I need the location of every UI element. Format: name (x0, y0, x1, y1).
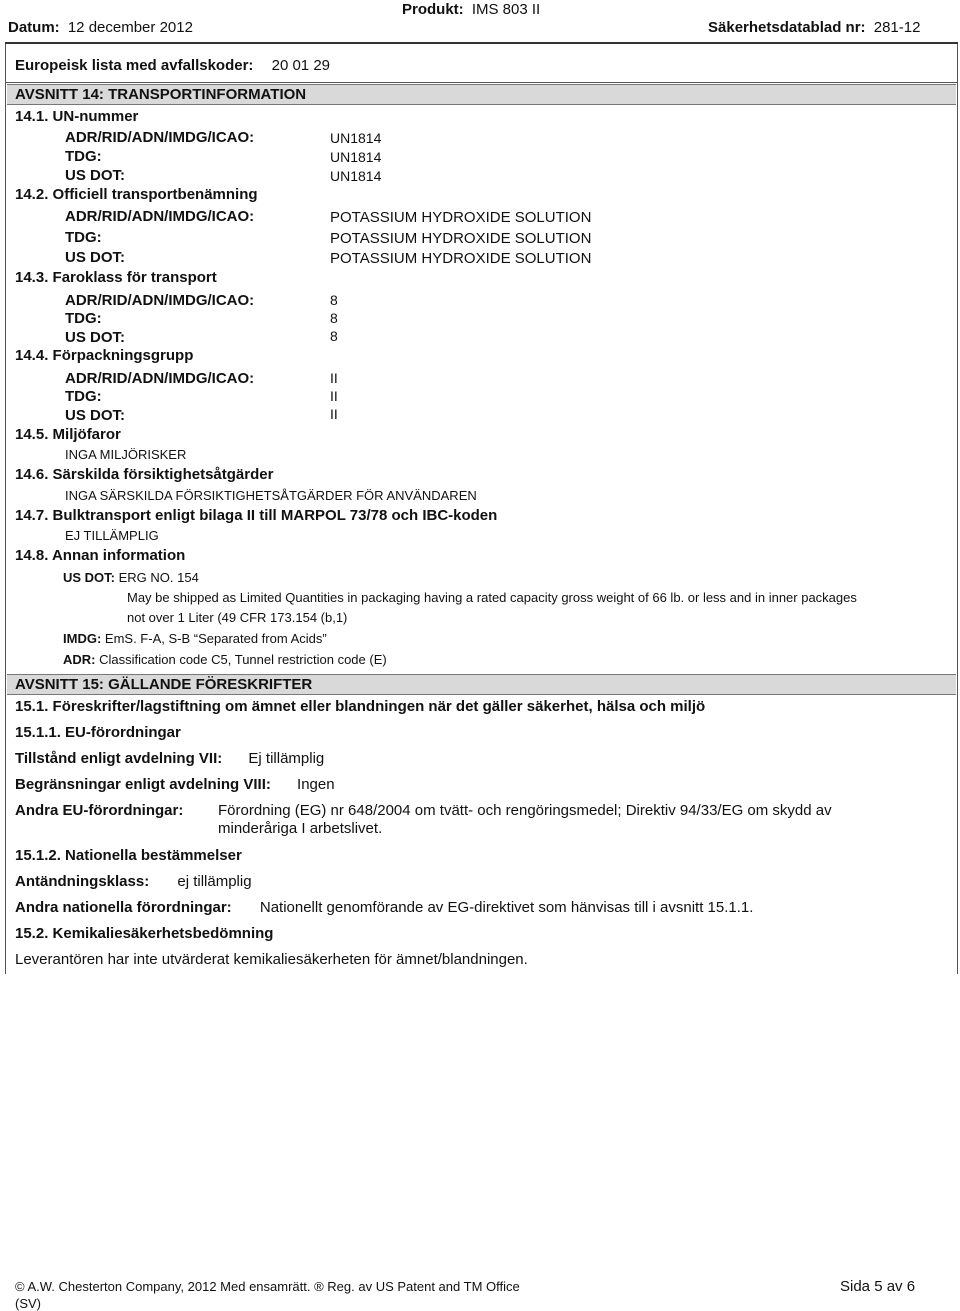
waste-rule (5, 82, 958, 83)
pack-value-usdot: II (330, 406, 338, 422)
other-eu-line1: Förordning (EG) nr 648/2004 om tvätt- och rengöringsmedel; Direktiv 94/33/EG om skydd av (218, 802, 832, 819)
flammability-row (15, 873, 252, 890)
imdg-value: EmS. F-A, S-B “Separated from Acids” (104, 631, 327, 646)
un-value-tdg: UN1814 (330, 149, 382, 165)
pack-value-adr: II (330, 370, 338, 386)
name-value-adr: POTASSIUM HYDROXIDE SOLUTION (330, 209, 592, 226)
heading-14-5: 14.5. Miljöfaror (15, 426, 121, 443)
national-regs-label: Andra nationella förordningar: (15, 899, 232, 916)
limited-quantities-note-1: May be shipped as Limited Quantities in packaging having a rated capacity gross weight of 66 lb. or less and in inner packages (127, 590, 857, 605)
flammability-value: ej tillämplig (177, 873, 252, 890)
authorisation-row (15, 750, 324, 767)
un-label-usdot: US DOT: (65, 167, 125, 184)
restriction-row (15, 776, 335, 793)
usdot-erg (63, 570, 199, 585)
un-value-adr: UN1814 (330, 130, 382, 146)
heading-14-2: 14.2. Officiell transportbenämning (15, 186, 258, 203)
heading-15-1-1: 15.1.1. EU-förordningar (15, 724, 181, 741)
pack-label-adr: ADR/RID/ADN/IMDG/ICAO: (65, 370, 255, 387)
adr-value: Classification code C5, Tunnel restriction code (E) (99, 652, 387, 667)
name-value-usdot: POTASSIUM HYDROXIDE SOLUTION (330, 250, 592, 267)
bulk-value: EJ TILLÄMPLIG (65, 528, 159, 543)
class-value-usdot: 8 (330, 328, 338, 344)
other-eu-label: Andra EU-förordningar: (15, 802, 184, 819)
header-sds-number (708, 19, 920, 36)
heading-14-7: 14.7. Bulktransport enligt bilaga II till MARPOL 73/78 och IBC-koden (15, 507, 498, 524)
usdot-erg-value: ERG NO. 154 (118, 570, 199, 585)
flammability-label: Antändningsklass: (15, 873, 150, 890)
adr-label: ADR: (63, 652, 96, 667)
waste-code (15, 57, 330, 74)
un-label-adr: ADR/RID/ADN/IMDG/ICAO: (65, 129, 255, 146)
pack-label-tdg: TDG: (65, 388, 102, 405)
limited-quantities-note-2: not over 1 Liter (49 CFR 173.154 (b,1) (127, 610, 348, 625)
un-label-tdg: TDG: (65, 148, 102, 165)
pack-value-tdg: II (330, 388, 338, 404)
restriction-value: Ingen (297, 776, 335, 793)
imdg-info (63, 631, 327, 646)
heading-14-4: 14.4. Förpackningsgrupp (15, 347, 194, 364)
national-regs-row (15, 899, 753, 916)
waste-code-value: 20 01 29 (271, 57, 330, 74)
header-product-label: Produkt: (402, 1, 464, 18)
restriction-label: Begränsningar enligt avdelning VIII: (15, 776, 271, 793)
national-regs-value: Nationellt genomförande av EG-direktivet som hänvisas till i avsnitt 15.1.1. (259, 899, 754, 916)
header-product (402, 1, 540, 18)
header-rule (5, 42, 958, 44)
heading-15-1: 15.1. Föreskrifter/lagstiftning om ämnet eller blandningen när det gäller säkerhet, hälsa och miljö (15, 698, 706, 715)
precaution-value: INGA SÄRSKILDA FÖRSIKTIGHETSÅTGÄRDER FÖR ANVÄNDAREN (65, 488, 477, 503)
footer-language: (SV) (15, 1296, 41, 1311)
env-value: INGA MILJÖRISKER (65, 447, 187, 462)
section14-title: AVSNITT 14: TRANSPORTINFORMATION (15, 86, 307, 103)
class-label-usdot: US DOT: (65, 329, 125, 346)
section15-title: AVSNITT 15: GÄLLANDE FÖRESKRIFTER (15, 676, 313, 693)
class-label-adr: ADR/RID/ADN/IMDG/ICAO: (65, 292, 255, 309)
un-value-usdot: UN1814 (330, 168, 382, 184)
heading-14-8: 14.8. Annan information (15, 547, 186, 564)
frame-right (957, 44, 958, 974)
header-sds-label: Säkerhetsdatablad nr: (708, 19, 866, 36)
heading-15-2: 15.2. Kemikaliesäkerhetsbedömning (15, 925, 274, 942)
header-date (8, 19, 193, 36)
name-label-usdot: US DOT: (65, 249, 125, 266)
header-date-label: Datum: (8, 19, 60, 36)
name-value-tdg: POTASSIUM HYDROXIDE SOLUTION (330, 230, 592, 247)
class-value-adr: 8 (330, 292, 338, 308)
pack-label-usdot: US DOT: (65, 407, 125, 424)
frame-left (5, 44, 6, 974)
waste-code-label: Europeisk lista med avfallskoder: (15, 57, 254, 74)
usdot-erg-label: US DOT: (63, 570, 115, 585)
authorisation-value: Ej tillämplig (248, 750, 325, 767)
adr-info (63, 652, 387, 667)
header-sds-value: 281-12 (873, 19, 921, 36)
heading-14-1: 14.1. UN-nummer (15, 108, 139, 125)
name-label-tdg: TDG: (65, 229, 102, 246)
class-label-tdg: TDG: (65, 310, 102, 327)
heading-14-3: 14.3. Faroklass för transport (15, 269, 217, 286)
csa-text: Leverantören har inte utvärderat kemikaliesäkerheten för ämnet/blandningen. (15, 951, 528, 968)
name-label-adr: ADR/RID/ADN/IMDG/ICAO: (65, 208, 255, 225)
other-eu-line2: minderåriga I arbetslivet. (218, 820, 383, 837)
heading-14-6: 14.6. Särskilda försiktighetsåtgärder (15, 466, 274, 483)
heading-15-1-2: 15.1.2. Nationella bestämmelser (15, 847, 242, 864)
class-value-tdg: 8 (330, 310, 338, 326)
authorisation-label: Tillstånd enligt avdelning VII: (15, 750, 223, 767)
footer-page-number: Sida 5 av 6 (840, 1278, 916, 1295)
imdg-label: IMDG: (63, 631, 102, 646)
header-date-value: 12 december 2012 (67, 19, 193, 36)
header-product-value: IMS 803 II (471, 1, 541, 18)
footer-copyright: © A.W. Chesterton Company, 2012 Med ensamrätt. ® Reg. av US Patent and TM Office (15, 1279, 520, 1294)
